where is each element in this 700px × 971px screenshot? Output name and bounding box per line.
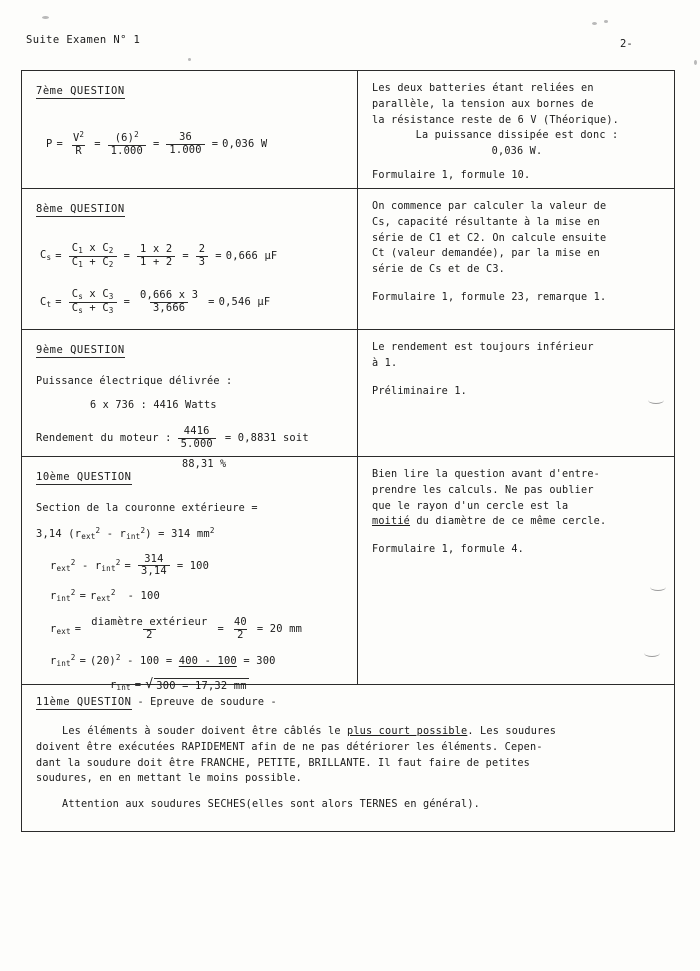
answer-line-rest: du diamètre de ce même cercle. [410, 516, 607, 528]
table-row-question-10 [22, 457, 674, 692]
paragraph-pre: Les éléments à souder doivent être câblés le [62, 726, 348, 737]
sqrt-body: 300 = 17,32 mm [156, 679, 247, 692]
question-7-result: 0,036 W [222, 138, 268, 151]
answer-line: Bien lire la question avant d'entre- [372, 469, 601, 480]
answer-line: prendre les calculs. Ne pas oublier [372, 484, 594, 496]
table-row-question-9 [22, 330, 674, 470]
efficiency-denominator: 5.000 [178, 438, 216, 451]
answer-line: parallèle, la tension aux bornes de [372, 98, 594, 110]
table-row-question-8 [22, 189, 674, 330]
line3-result: = 100 [176, 559, 210, 572]
answer-reference: Formulaire 1, formule 23, remarque 1. [372, 292, 607, 304]
question-11-cell [22, 685, 674, 831]
line4-result: - 100 [127, 590, 160, 603]
question-10-line-6: $r_{int}^2$ = $(20)^2 - 100 = 400 - 100 = 300$ [50, 653, 276, 669]
question-10-line-4: $r_{int}^2$ = $r_{ext}^2$ - 100 [50, 588, 160, 604]
table-row-question-7 [22, 71, 674, 189]
question-8-formula-cs: $C_s$ = $\frac{C_1 x C_2}{C_1 + C_2}$ = $\frac{1 x 2}{1 + 2}$ = $\frac{2}{3}$ = 0,666 µF [40, 242, 278, 269]
question-10-line-3: $r_{ext}^2 - r_{int}^2$ = $\frac{314}{3,14}$ = 100 [50, 552, 210, 578]
question-9-result: = 0,8831 soit [224, 431, 309, 444]
answer-reference: Formulaire 1, formule 4. [372, 544, 525, 556]
question-9-line-3-label: Rendement du moteur : [36, 431, 172, 444]
line5-denominator-2: 2 [234, 629, 246, 642]
question-11-title: 11ème QUESTION [36, 696, 132, 708]
answer-line: La puissance dissipée est donc : [415, 130, 619, 142]
question-7-formula: P = $\frac{V^2}{R}$ = $\frac{(6)^2}{1.000}$ = $\frac{36}{1.000}$ = 0,036 W [46, 130, 268, 158]
scan-smudge [644, 649, 660, 657]
question-7-title: 7ème QUESTION [36, 85, 125, 97]
scan-speck [188, 58, 191, 61]
question-11-paragraph-line: Attention aux soudures SECHES(elles sont alors TERNES en général). [62, 799, 481, 811]
line5-result: = 20 mm [256, 623, 303, 636]
answer-line: Les deux batteries étant reliées en [372, 83, 594, 94]
question-10-line-2: 3,14 $(r_{ext}^2 - r_{int}^2) = 314$ $mm^2$ [36, 525, 215, 541]
question-8-work-cell [22, 189, 358, 329]
question-8-result-ct: 0,546 µF [218, 296, 271, 309]
answer-line: que le rayon d'un cercle est la [372, 500, 569, 512]
paragraph-post: . Les soudures [467, 726, 557, 737]
question-8-title: 8ème QUESTION [36, 203, 125, 215]
question-8-result-cs: 0,666 µF [225, 249, 278, 262]
question-10-answer-cell [358, 457, 674, 684]
question-10-line-5: $r_{ext}$ = $\frac{\text{diamètre extérieur}}{2}$ = $\frac{40}{2}$ = 20 mm [50, 616, 303, 642]
answer-line-underlined: moitié du diamètre de ce même cercle. [372, 516, 607, 528]
answer-line: On commence par calculer la valeur de [372, 201, 607, 212]
paragraph-underlined: plus court possible [347, 726, 468, 737]
line3-numerator: 314 [144, 552, 164, 565]
efficiency-numerator: 4416 [183, 424, 210, 437]
document-header-title: Suite Examen N° 1 [26, 34, 141, 46]
question-8-formula-ct: $C_t$ = $\frac{C_s x C_3}{C_s + C_3}$ = $\frac{0,666 x 3}{3,666}$ = 0,546 µF [40, 288, 271, 315]
question-10-line-1: Section de la couronne extérieure = [36, 503, 258, 514]
answer-reference: Formulaire 1, formule 10. [372, 170, 531, 182]
question-7-work-cell [22, 71, 358, 188]
answers-table [21, 70, 675, 832]
scan-speck [604, 20, 608, 23]
line5-numerator-2: 40 [233, 616, 247, 629]
answer-line: Le rendement est toujours inférieur [372, 342, 594, 353]
answer-line: Ct (valeur demandée), par la mise en [372, 248, 601, 260]
page-number: 2- [620, 38, 633, 50]
answer-line: 0,036 W. [491, 146, 543, 158]
question-7-answer-cell [358, 71, 674, 188]
question-11-paragraph-line: doivent être exécutées RAPIDEMENT afin de ne pas détériorer les éléments. Cepen- [36, 741, 543, 753]
line5-denominator: 2 [143, 629, 155, 642]
scan-speck [592, 22, 597, 25]
question-11-paragraph-line: dant la soudure doit être FRANCHE, PETITE, BRILLANTE. Il faut faire de petites [36, 757, 531, 769]
question-9-efficiency [36, 426, 347, 451]
question-9-line-4: 88,31 % [182, 458, 227, 470]
answer-line: série de Cs et de C3. [372, 264, 506, 276]
question-8-answer-cell [358, 189, 674, 329]
question-9-line-1: Puissance électrique délivrée : [36, 376, 233, 387]
answer-line: à 1. [372, 357, 398, 369]
answer-reference: Préliminaire 1. [372, 385, 468, 397]
question-9-title: 9ème QUESTION [36, 344, 125, 356]
scan-smudge [650, 583, 666, 591]
scan-speck [694, 60, 697, 65]
scan-smudge [648, 396, 664, 404]
question-9-line-2: 6 x 736 : 4416 Watts [90, 399, 217, 411]
answer-line: série de C1 et C2. On calcule ensuite [372, 232, 607, 244]
question-11-paragraph-line: soudures, en en mettant le moins possible. [36, 773, 303, 785]
question-10-work-cell [22, 457, 358, 692]
question-11-subtitle: - Epreuve de soudure - [137, 697, 277, 708]
answer-line: la résistance reste de 6 V (Théorique). [372, 114, 620, 126]
answer-line: Cs, capacité résultante à la mise en [372, 216, 601, 228]
question-9-work-cell [22, 330, 358, 470]
line3-denominator: 3,14 [138, 565, 170, 578]
question-9-answer-cell [358, 330, 674, 456]
question-10-title: 10ème QUESTION [36, 471, 132, 483]
question-11-paragraph-line [36, 724, 660, 740]
table-row-question-11 [22, 685, 674, 831]
scan-speck [42, 16, 49, 19]
question-10-line-7: $r_{int}$ = √ 300 = 17,32 mm [110, 676, 247, 692]
line5-numerator: diamètre extérieur [91, 616, 208, 629]
